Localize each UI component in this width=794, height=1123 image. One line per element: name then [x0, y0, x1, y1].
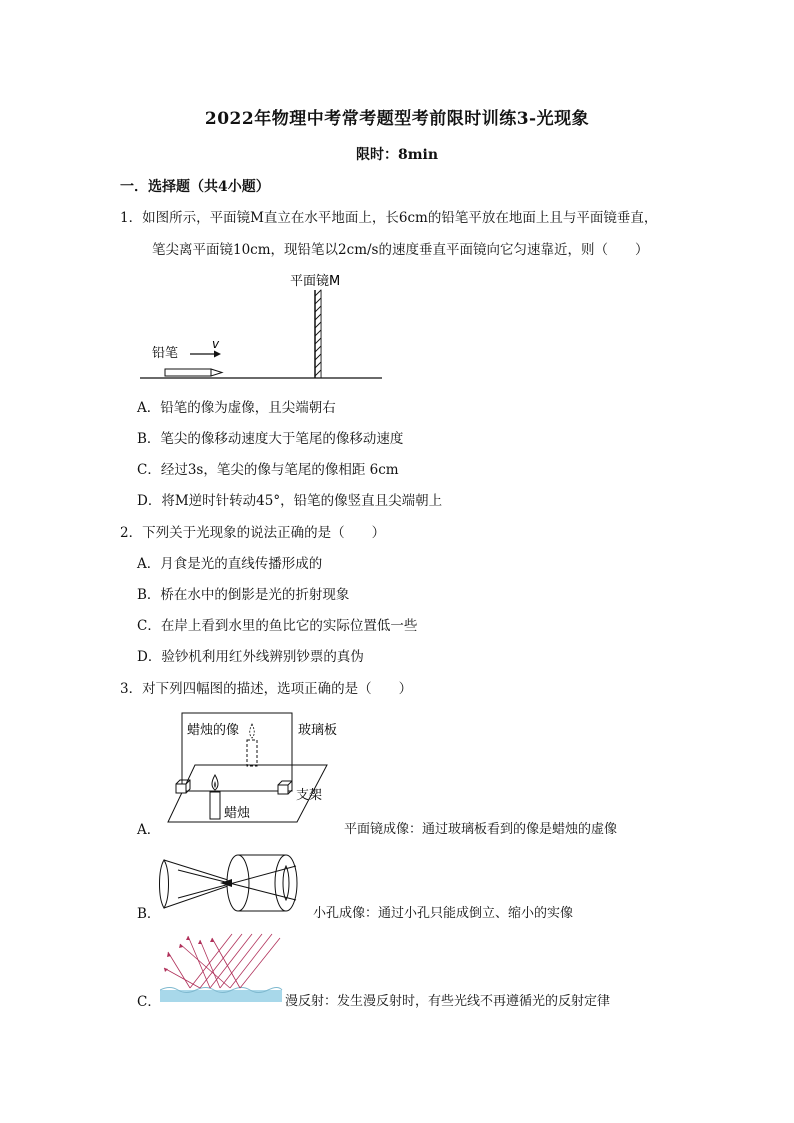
- question-1-stem-line-1: 1．如图所示，平面镜M直立在水平地面上，长6cm的铅笔平放在地面上且与平面镜垂直，: [120, 210, 658, 226]
- question-3-option-a-letter: A．: [137, 822, 161, 838]
- question-1-figure: [140, 268, 390, 386]
- question-3-option-c-letter: C．: [137, 994, 161, 1010]
- page-title: 2022年物理中考常考题型考前限时训练3-光现象: [204, 109, 590, 129]
- mirror-hatching: [315, 290, 321, 376]
- velocity-label: v: [212, 337, 220, 351]
- question-2-option-d: D．验钞机利用红外线辨别钞票的真伪: [137, 649, 364, 665]
- question-3-option-b-letter: B．: [137, 906, 161, 922]
- question-3-option-a-caption: 平面镜成像：通过玻璃板看到的像是蜡烛的虚像: [344, 822, 618, 837]
- question-2-option-b: B．桥在水中的倒影是光的折射现象: [137, 587, 350, 603]
- question-3-figure-c: [160, 930, 284, 1004]
- question-1-option-d: D．将M逆时针转动45°，铅笔的像竖直且尖端朝上: [137, 493, 443, 509]
- mirror-label: 平面镜M: [290, 274, 341, 289]
- question-3-option-b-caption: 小孔成像：通过小孔只能成倒立、缩小的实像: [313, 906, 574, 921]
- candle-label: 蜡烛: [224, 806, 251, 821]
- question-3-figure-b: [158, 850, 313, 920]
- question-3-stem: 3．对下列四幅图的描述，选项正确的是（ ）: [120, 681, 413, 697]
- incident-rays: [190, 934, 280, 988]
- glass-plate-label: 玻璃板: [298, 723, 338, 738]
- candle-image-label: 蜡烛的像: [187, 723, 240, 738]
- question-3-option-c-caption: 漫反射：发生漫反射时，有些光线不再遵循光的反射定律: [285, 994, 611, 1009]
- question-1-option-c: C．经过3s，笔尖的像与笔尾的像相距 6cm: [137, 462, 399, 478]
- stand-label: 支架: [296, 788, 323, 803]
- section-title: 一．选择题（共4小题）: [120, 179, 270, 195]
- question-1-option-b: B．笔尖的像移动速度大于笔尾的像移动速度: [137, 431, 404, 447]
- candle: [210, 792, 220, 819]
- question-2-option-a: A．月食是光的直线传播形成的: [137, 556, 323, 572]
- question-2-stem: 2．下列关于光现象的说法正确的是（ ）: [120, 525, 386, 541]
- question-1-option-a: A．铅笔的像为虚像，且尖端朝右: [137, 400, 336, 416]
- question-2-option-c: C．在岸上看到水里的鱼比它的实际位置低一些: [137, 618, 418, 634]
- question-3-figure-a: [165, 710, 350, 832]
- question-1-stem-line-2: 笔尖离平面镜10cm，现铅笔以2cm/s的速度垂直平面镜向它匀速靠近，则（ ）: [152, 242, 649, 258]
- reflected-rays: [164, 936, 240, 988]
- pencil: [165, 369, 222, 376]
- left-tube: [164, 860, 228, 908]
- pencil-label: 铅笔: [152, 346, 179, 361]
- time-limit: 限时：8min: [355, 147, 439, 163]
